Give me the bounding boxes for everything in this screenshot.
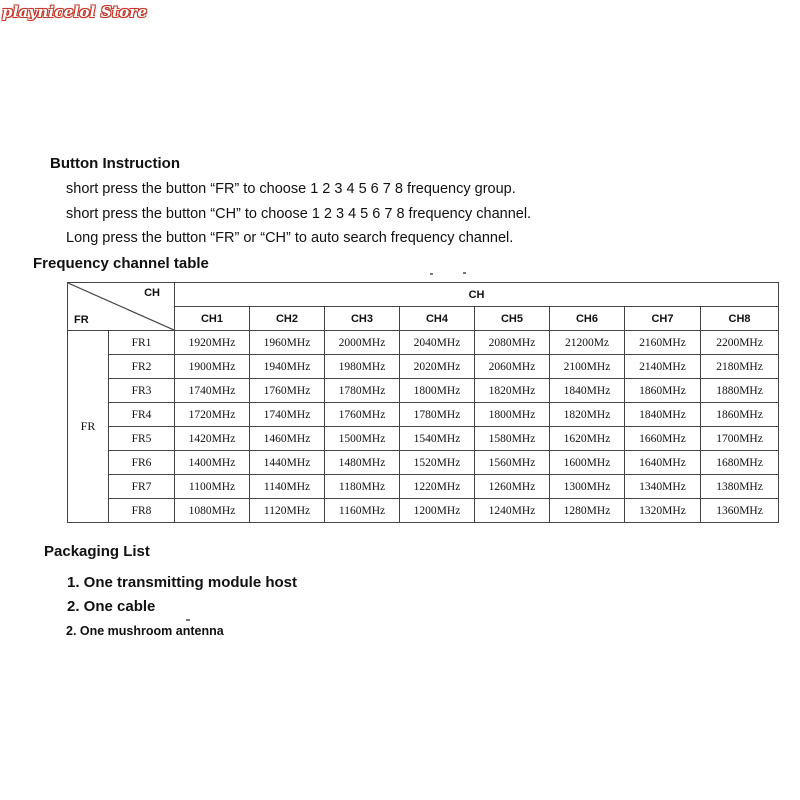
- frequency-cell: 1840MHz: [625, 403, 701, 427]
- frequency-cell: 1820MHz: [475, 379, 550, 403]
- frequency-cell: 1820MHz: [550, 403, 625, 427]
- column-header-ch2: CH2: [250, 307, 325, 331]
- frequency-cell: 1680MHz: [701, 451, 779, 475]
- frequency-cell: 1620MHz: [550, 427, 625, 451]
- row-label-fr3: FR3: [109, 379, 175, 403]
- frequency-cell: 2140MHz: [625, 355, 701, 379]
- frequency-cell: 1940MHz: [250, 355, 325, 379]
- frequency-cell: 1860MHz: [625, 379, 701, 403]
- frequency-cell: 1700MHz: [701, 427, 779, 451]
- scan-speck: [463, 272, 466, 274]
- frequency-cell: 1520MHz: [400, 451, 475, 475]
- table-row: [68, 427, 779, 451]
- frequency-table-title: Frequency channel table: [33, 255, 209, 272]
- table-row: [68, 451, 779, 475]
- instruction-line-3: Long press the button “FR” or “CH” to auto search frequency channel.: [66, 230, 514, 246]
- packaging-item-2: 2. One cable: [67, 598, 156, 615]
- frequency-channel-table: [67, 282, 779, 523]
- table-row: [68, 379, 779, 403]
- frequency-cell: 1500MHz: [325, 427, 400, 451]
- column-header-ch8: CH8: [701, 307, 779, 331]
- row-label-fr7: FR7: [109, 475, 175, 499]
- frequency-cell: 1720MHz: [175, 403, 250, 427]
- store-watermark: playnicelol Store: [2, 3, 148, 21]
- table-corner-cell: [68, 283, 175, 331]
- row-label-fr8: FR8: [109, 499, 175, 523]
- column-header-ch6: CH6: [550, 307, 625, 331]
- table-row: [68, 499, 779, 523]
- row-label-fr5: FR5: [109, 427, 175, 451]
- table-row: [68, 475, 779, 499]
- frequency-cell: 1800MHz: [475, 403, 550, 427]
- frequency-cell: 1640MHz: [625, 451, 701, 475]
- frequency-cell: 1280MHz: [550, 499, 625, 523]
- row-label-fr1: FR1: [109, 331, 175, 355]
- instruction-line-2: short press the button “CH” to choose 1 2 3 4 5 6 7 8 frequency channel.: [66, 206, 532, 222]
- frequency-cell: 1780MHz: [325, 379, 400, 403]
- frequency-cell: 2100MHz: [550, 355, 625, 379]
- frequency-cell: 1380MHz: [701, 475, 779, 499]
- corner-ch-label: CH: [144, 287, 160, 299]
- frequency-cell: 1740MHz: [250, 403, 325, 427]
- column-header-ch5: CH5: [475, 307, 550, 331]
- frequency-cell: 1200MHz: [400, 499, 475, 523]
- frequency-cell: 1480MHz: [325, 451, 400, 475]
- packaging-list-title: Packaging List: [44, 543, 150, 560]
- frequency-cell: 1340MHz: [625, 475, 701, 499]
- frequency-cell: 2200MHz: [701, 331, 779, 355]
- frequency-cell: 1900MHz: [175, 355, 250, 379]
- scan-speck: [186, 619, 190, 621]
- frequency-cell: 1180MHz: [325, 475, 400, 499]
- packaging-item-3: 2. One mushroom antenna: [66, 624, 224, 638]
- frequency-cell: 1300MHz: [550, 475, 625, 499]
- frequency-cell: 2160MHz: [625, 331, 701, 355]
- row-label-fr2: FR2: [109, 355, 175, 379]
- frequency-cell: 1120MHz: [250, 499, 325, 523]
- column-header-ch7: CH7: [625, 307, 701, 331]
- frequency-cell: 1440MHz: [250, 451, 325, 475]
- frequency-cell: 1160MHz: [325, 499, 400, 523]
- frequency-cell: 1320MHz: [625, 499, 701, 523]
- button-instruction-title: Button Instruction: [50, 155, 180, 172]
- frequency-cell: 1540MHz: [400, 427, 475, 451]
- frequency-cell: 1220MHz: [400, 475, 475, 499]
- frequency-cell: 1420MHz: [175, 427, 250, 451]
- corner-fr-label: FR: [74, 314, 89, 326]
- frequency-cell: 1780MHz: [400, 403, 475, 427]
- frequency-cell: 1460MHz: [250, 427, 325, 451]
- frequency-cell: 1400MHz: [175, 451, 250, 475]
- frequency-cell: 1600MHz: [550, 451, 625, 475]
- frequency-cell: 1080MHz: [175, 499, 250, 523]
- frequency-cell: 1980MHz: [325, 355, 400, 379]
- frequency-cell: 1140MHz: [250, 475, 325, 499]
- frequency-cell: 2080MHz: [475, 331, 550, 355]
- frequency-cell: 1840MHz: [550, 379, 625, 403]
- ch-group-header: CH: [175, 283, 779, 307]
- instruction-line-1: short press the button “FR” to choose 1 2 3 4 5 6 7 8 frequency group.: [66, 181, 516, 197]
- frequency-cell: 1580MHz: [475, 427, 550, 451]
- row-label-fr6: FR6: [109, 451, 175, 475]
- frequency-cell: 21200Mz: [550, 331, 625, 355]
- frequency-cell: 1240MHz: [475, 499, 550, 523]
- frequency-cell: 1260MHz: [475, 475, 550, 499]
- frequency-cell: 2040MHz: [400, 331, 475, 355]
- frequency-cell: 2020MHz: [400, 355, 475, 379]
- column-header-ch3: CH3: [325, 307, 400, 331]
- table-header-row: [68, 283, 779, 307]
- frequency-cell: 1960MHz: [250, 331, 325, 355]
- row-label-fr4: FR4: [109, 403, 175, 427]
- packaging-item-1: 1. One transmitting module host: [67, 574, 298, 591]
- frequency-cell: 1360MHz: [701, 499, 779, 523]
- frequency-cell: 1800MHz: [400, 379, 475, 403]
- frequency-cell: 1860MHz: [701, 403, 779, 427]
- frequency-cell: 1660MHz: [625, 427, 701, 451]
- table-row: [68, 331, 779, 355]
- frequency-cell: 1560MHz: [475, 451, 550, 475]
- column-header-ch4: CH4: [400, 307, 475, 331]
- frequency-cell: 1760MHz: [325, 403, 400, 427]
- column-header-ch1: CH1: [175, 307, 250, 331]
- frequency-cell: 2180MHz: [701, 355, 779, 379]
- frequency-cell: 1880MHz: [701, 379, 779, 403]
- frequency-cell: 2060MHz: [475, 355, 550, 379]
- table-row: [68, 355, 779, 379]
- frequency-cell: 1740MHz: [175, 379, 250, 403]
- frequency-cell: 2000MHz: [325, 331, 400, 355]
- frequency-cell: 1760MHz: [250, 379, 325, 403]
- frequency-cell: 1100MHz: [175, 475, 250, 499]
- table-row: [68, 403, 779, 427]
- scan-speck: [430, 273, 433, 275]
- frequency-cell: 1920MHz: [175, 331, 250, 355]
- fr-group-label: FR: [68, 331, 109, 523]
